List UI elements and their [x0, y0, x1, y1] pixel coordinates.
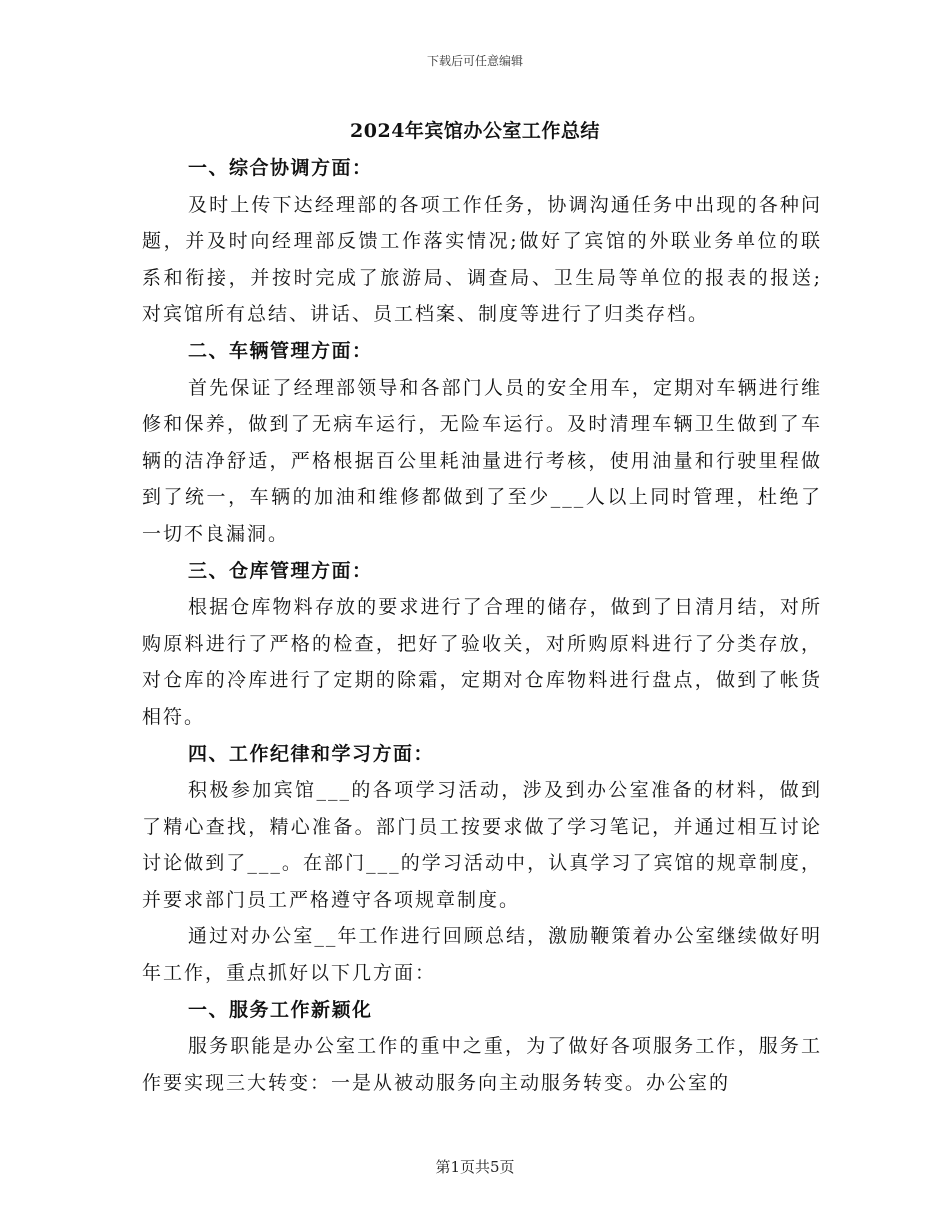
header-note: 下载后可任意编辑	[426, 54, 523, 68]
section-heading-vehicles: 二、车辆管理方面：	[188, 339, 373, 362]
section-paragraph-vehicles: 首先保证了经理部领导和各部门人员的安全用车，定期对车辆进行维修和保养，做到了无病车运行，无险车运行。及时清理车辆卫生做到了车辆的洁净舒适，严格根据百公里耗油量进行考核，使用油量和行驶里程做到了统一，车辆的加油和维修都做到了至少___人以上同时管理，杜绝了一切不良漏洞。	[142, 376, 822, 545]
section-heading-warehouse: 三、仓库管理方面：	[188, 559, 373, 582]
section-paragraph-warehouse: 根据仓库物料存放的要求进行了合理的储存，做到了日清月结，对所购原料进行了严格的检查，把好了验收关，对所购原料进行了分类存放，对仓库的冷库进行了定期的除霜，定期对仓库物料进行盘点，做到了帐货相符。	[142, 596, 822, 728]
page-footer: 第1页共5页	[435, 1158, 515, 1176]
document-title: 2024年宾馆办公室工作总结	[350, 120, 600, 142]
section-paragraph-discipline: 积极参加宾馆___的各项学习活动，涉及到办公室准备的材料，做到了精心查找，精心准备。部门员工按要求做了学习笔记，并通过相互讨论讨论做到了___。在部门___的学习活动中，认真学习了宾馆的规章制度，并要求部门员工严格遵守各项规章制度。	[142, 779, 822, 911]
document-body	[142, 150, 822, 1101]
section-heading-discipline: 四、工作纪律和学习方面：	[188, 742, 435, 765]
section-paragraph-coordination: 及时上传下达经理部的各项工作任务，协调沟通任务中出现的各种问题，并及时向经理部反馈工作落实情况;做好了宾馆的外联业务单位的联系和衔接，并按时完成了旅游局、调查局、卫生局等单位的报表的报送;对宾馆所有总结、讲话、员工档案、制度等进行了归类存档。	[142, 193, 822, 326]
summary-paragraph: 通过对办公室__年工作进行回顾总结，激励鞭策着办公室继续做好明年工作，重点抓好以下几方面：	[142, 925, 822, 985]
plan-heading-service: 一、服务工作新颖化	[188, 998, 373, 1021]
plan-paragraph-service: 服务职能是办公室工作的重中之重，为了做好各项服务工作，服务工作要实现三大转变：一是从被动服务向主动服务转变。办公室的	[142, 1035, 822, 1094]
section-heading-coordination: 一、综合协调方面：	[188, 157, 373, 179]
